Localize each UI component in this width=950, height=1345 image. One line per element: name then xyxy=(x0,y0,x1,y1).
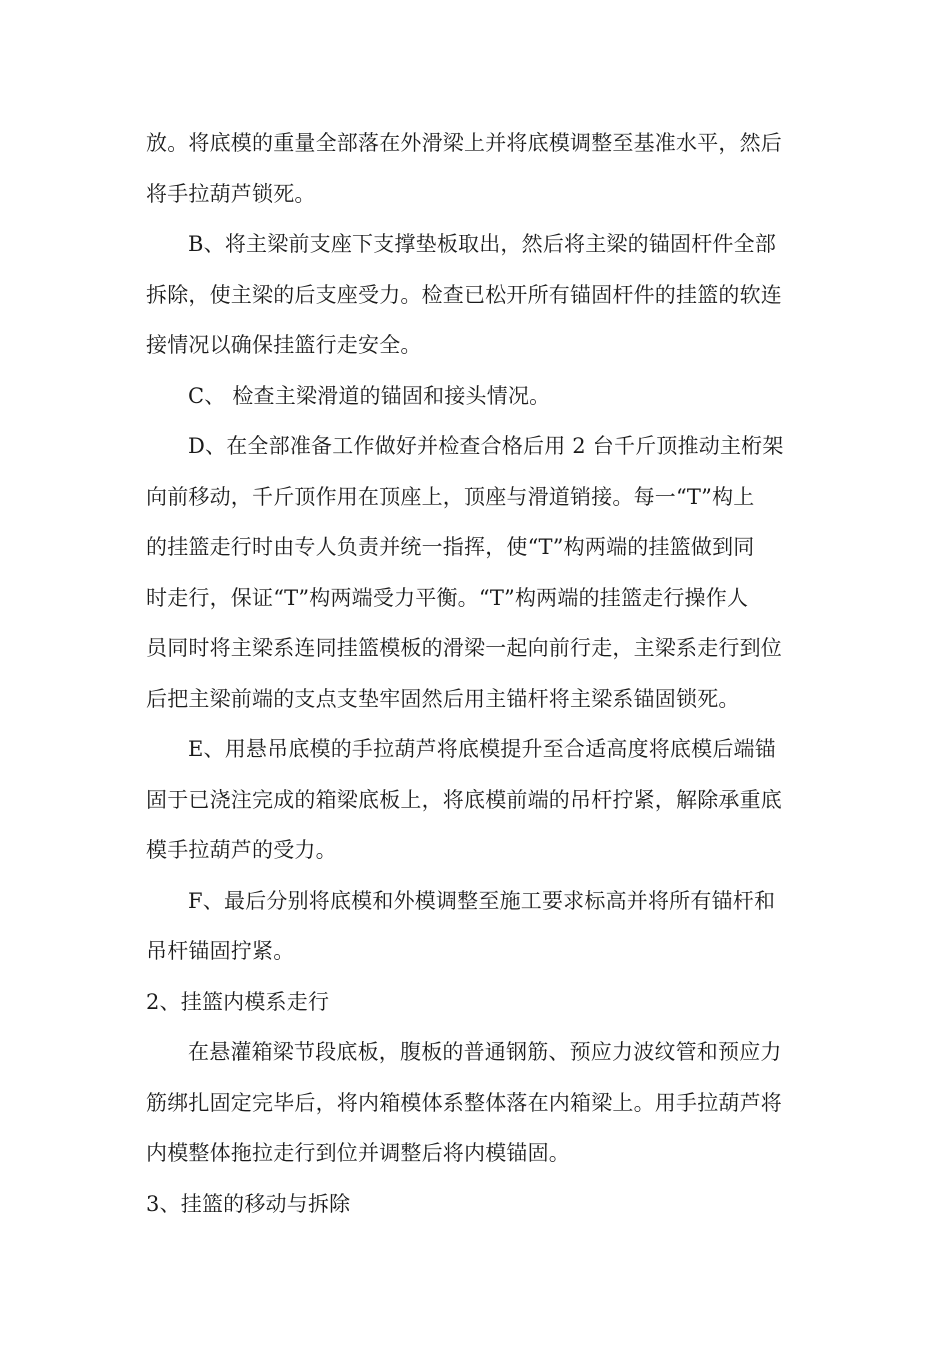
text-line: 拆除，使主梁的后支座受力。检查已松开所有锚固杆件的挂篮的软连 xyxy=(146,282,782,307)
text-line: 接情况以确保挂篮行走安全。 xyxy=(146,333,422,357)
text-line: E、用悬吊底模的手拉葫芦将底模提升至合适高度将底模后端锚 xyxy=(188,737,776,761)
text-line: 放。将底模的重量全部落在外滑梁上并将底模调整至基准水平，然后 xyxy=(146,131,782,155)
paragraph-step-c xyxy=(146,371,808,422)
document-body xyxy=(146,118,808,1229)
paragraph-step-f xyxy=(146,876,808,977)
text-line: 在悬灌箱梁节段底板，腹板的普通钢筋、预应力波纹管和预应力 xyxy=(188,1040,782,1064)
text-line: 筋绑扎固定完毕后，将内箱模体系整体落在内箱梁上。用手拉葫芦将 xyxy=(146,1090,782,1115)
text-line: 后把主梁前端的支点支垫牢固然后用主锚杆将主梁系锚固锁死。 xyxy=(146,686,740,711)
section-heading-2 xyxy=(146,977,808,1028)
paragraph-section-2 xyxy=(146,1027,808,1179)
text-line: 向前移动，千斤顶作用在顶座上，顶座与滑道销接。每一“T”构上 xyxy=(146,484,755,509)
paragraph-step-d xyxy=(146,421,808,724)
text-line: 时走行，保证“T”构两端受力平衡。“T”构两端的挂篮走行操作人 xyxy=(146,585,749,610)
paragraph-continuation xyxy=(146,118,808,219)
text-line: 吊杆锚固拧紧。 xyxy=(146,939,295,963)
paragraph-step-b xyxy=(146,219,808,371)
section-heading-text: 3、挂篮的移动与拆除 xyxy=(146,1191,351,1216)
text-line: D、在全部准备工作做好并检查合格后用 2 台千斤顶推动主桁架 xyxy=(188,434,784,458)
text-line: F、最后分别将底模和外模调整至施工要求标高并将所有锚杆和 xyxy=(188,888,776,913)
text-line: 的挂篮走行时由专人负责并统一指挥，使“T”构两端的挂篮做到同 xyxy=(146,535,755,559)
text-line: 内模整体拖拉走行到位并调整后将内模锚固。 xyxy=(146,1141,570,1165)
text-line: 将手拉葫芦锁死。 xyxy=(146,181,316,206)
section-heading-text: 2、挂篮内模系走行 xyxy=(146,989,330,1014)
text-line: 固于已浇注完成的箱梁底板上，将底模前端的吊杆拧紧，解除承重底 xyxy=(146,787,782,812)
section-heading-3 xyxy=(146,1179,808,1230)
text-line: 模手拉葫芦的受力。 xyxy=(146,838,337,862)
paragraph-step-e xyxy=(146,724,808,876)
text-line: 员同时将主梁系连同挂篮模板的滑梁一起向前行走，主梁系走行到位 xyxy=(146,636,782,660)
text-line: C、 检查主梁滑道的锚固和接头情况。 xyxy=(188,383,551,408)
text-line: B、将主梁前支座下支撑垫板取出，然后将主梁的锚固杆件全部 xyxy=(188,232,777,256)
